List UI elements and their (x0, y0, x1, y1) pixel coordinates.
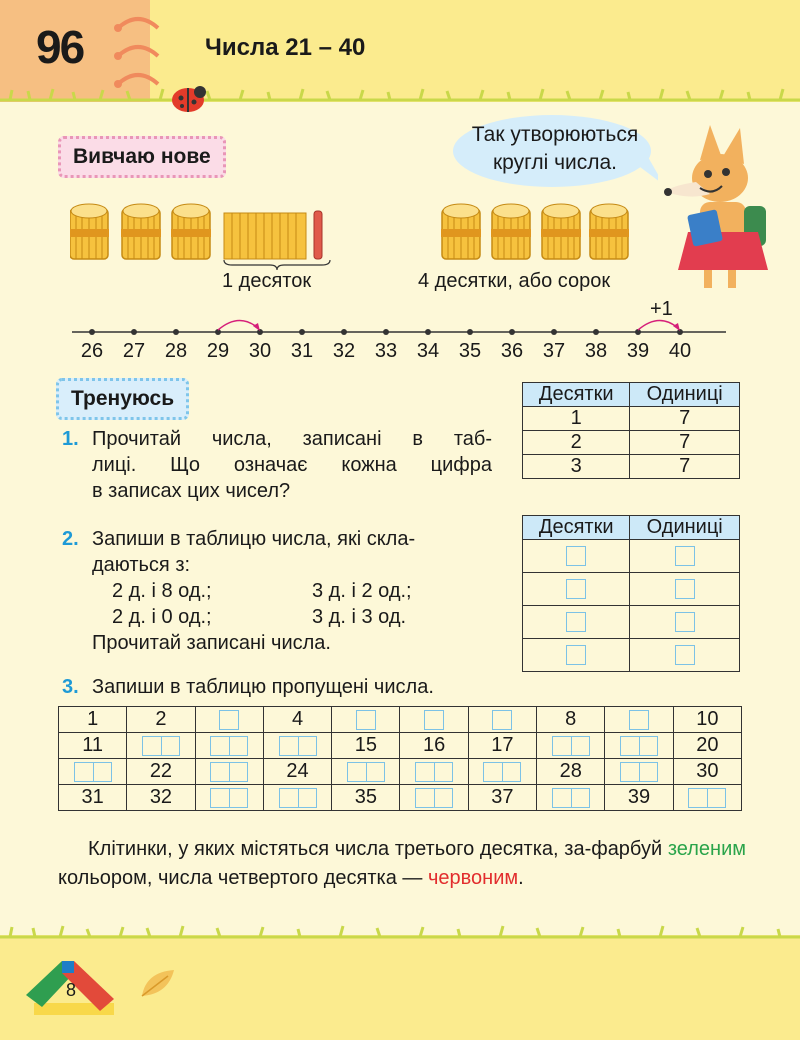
lesson-title: Числа 21 – 40 (205, 34, 366, 61)
answer-cell[interactable] (523, 540, 630, 573)
grid-answer-cell[interactable] (400, 707, 468, 733)
answer-box[interactable] (552, 736, 590, 756)
grid-answer-cell[interactable] (127, 733, 195, 759)
grid-cell: 4 (263, 707, 331, 733)
task-2-item: 2 д. і 0 од.; (112, 606, 212, 628)
answer-box[interactable] (552, 788, 590, 808)
section-train-badge: Тренуюсь (56, 378, 189, 420)
number-line-label: 33 (374, 340, 398, 362)
speech-bubble-text (452, 121, 658, 177)
task-2-line: Запиши в таблицю числа, які скла- (92, 528, 416, 550)
answer-box[interactable] (688, 788, 726, 808)
grid-cell: 20 (673, 733, 741, 759)
table-cell: 1 (523, 407, 630, 431)
bubble-line-2: круглі числа. (492, 151, 618, 174)
grid-cell: 2 (127, 707, 195, 733)
grid-cell: 31 (59, 785, 127, 811)
leaf-icon (138, 966, 178, 1002)
answer-box[interactable] (347, 762, 385, 782)
grid-answer-cell[interactable] (332, 707, 400, 733)
grid-answer-cell[interactable] (605, 759, 673, 785)
red-word: червоним (427, 867, 519, 889)
grid-row (59, 707, 742, 733)
table-cell: 7 (630, 431, 740, 455)
grid-cell: 11 (59, 733, 127, 759)
grid-row (59, 733, 742, 759)
grid-cell: 30 (673, 759, 741, 785)
grid-cell: 17 (468, 733, 536, 759)
grid-answer-cell[interactable] (195, 785, 263, 811)
number-line-label: 35 (458, 340, 482, 362)
answer-box[interactable] (219, 710, 239, 730)
answer-box[interactable] (356, 710, 376, 730)
grass-divider-top (0, 88, 800, 112)
tens-ones-table-2 (522, 515, 740, 672)
grid-answer-cell[interactable] (537, 733, 605, 759)
number-line-label: 40 (668, 340, 692, 362)
task-1-text (92, 426, 492, 504)
answer-box[interactable] (483, 762, 521, 782)
task-2-line: Прочитай записані числа. (92, 632, 331, 654)
answer-box[interactable] (415, 788, 453, 808)
coloring-instructions (58, 835, 746, 893)
table-header: Одиниці (630, 516, 740, 540)
grid-cell: 10 (673, 707, 741, 733)
grid-cell: 22 (127, 759, 195, 785)
answer-box[interactable] (415, 762, 453, 782)
task-2-item: 3 д. і 3 од. (312, 606, 407, 628)
answer-cell[interactable] (523, 573, 630, 606)
task-2-line: даються з: (92, 554, 191, 576)
number-line-label: 38 (584, 340, 608, 362)
grid-row (59, 759, 742, 785)
answer-cell[interactable] (523, 639, 630, 672)
instruction-text: кольором, числа четвертого десятка — (58, 867, 428, 889)
answer-box[interactable] (424, 710, 444, 730)
grid-answer-cell[interactable] (263, 785, 331, 811)
number-line-label: 34 (416, 340, 440, 362)
grid-cell: 37 (468, 785, 536, 811)
task-3-number: 3. (62, 676, 79, 698)
answer-box[interactable] (620, 736, 658, 756)
task-2-text (92, 526, 492, 656)
grid-answer-cell[interactable] (537, 785, 605, 811)
answer-box[interactable] (142, 736, 180, 756)
table-header: Десятки (523, 516, 630, 540)
number-line-label: 39 (626, 340, 650, 362)
task-2-item: 3 д. і 2 од.; (312, 580, 412, 602)
grid-answer-cell[interactable] (263, 733, 331, 759)
grid-cell: 35 (332, 785, 400, 811)
table-cell: 2 (523, 431, 630, 455)
lesson-number: 96 (36, 21, 84, 73)
grass-divider-bottom (0, 925, 800, 949)
tens-ones-table-1 (522, 382, 740, 479)
ring-binder-icon (108, 8, 168, 96)
task-1-line: лиці. Що означає кожна цифра (92, 454, 492, 476)
four-tens-label: 4 десятки, або сорок (418, 270, 611, 292)
grid-answer-cell[interactable] (468, 759, 536, 785)
one-ten-label: 1 десяток (222, 270, 312, 292)
task-2-item: 2 д. і 8 од.; (112, 580, 212, 602)
grid-answer-cell[interactable] (59, 759, 127, 785)
answer-box[interactable] (279, 788, 317, 808)
table-header: Десятки (523, 383, 630, 407)
number-grid-table (58, 706, 742, 811)
grid-answer-cell[interactable] (195, 759, 263, 785)
instruction-text: Клітинки, у яких містяться числа третього десятка, за-фарбуй (88, 838, 668, 860)
table-cell: 3 (523, 455, 630, 479)
answer-box[interactable] (210, 736, 248, 756)
grid-cell: 15 (332, 733, 400, 759)
grid-cell: 32 (127, 785, 195, 811)
grid-answer-cell[interactable] (195, 707, 263, 733)
grid-answer-cell[interactable] (400, 759, 468, 785)
grid-cell: 39 (605, 785, 673, 811)
grid-cell: 1 (59, 707, 127, 733)
grid-answer-cell[interactable] (332, 759, 400, 785)
number-line-label: 31 (290, 340, 314, 362)
answer-box[interactable] (492, 710, 512, 730)
task-1-line: Прочитай числа, записані в таб- (92, 428, 492, 450)
answer-box[interactable] (279, 736, 317, 756)
ladybug-icon (166, 80, 210, 114)
number-line-label: 28 (164, 340, 188, 362)
task-1-number: 1. (62, 428, 79, 450)
counting-sticks-illustration (70, 203, 640, 265)
number-line-label: 37 (542, 340, 566, 362)
footer-band (0, 935, 800, 1040)
number-line-label: 26 (80, 340, 104, 362)
green-word: зеленим (667, 838, 746, 860)
answer-box[interactable] (629, 710, 649, 730)
number-line-label: 29 (206, 340, 230, 362)
task-1-line: в записах цих чисел? (92, 480, 291, 502)
answer-box[interactable] (74, 762, 112, 782)
grid-answer-cell[interactable] (195, 733, 263, 759)
task-2-number: 2. (62, 528, 79, 550)
instruction-text: . (518, 867, 524, 889)
grid-row (59, 785, 742, 811)
fox-character-illustration (660, 120, 780, 290)
answer-cell[interactable] (630, 606, 740, 639)
section-new-badge: Вивчаю нове (58, 136, 226, 178)
bubble-line-1: Так утворюються (471, 123, 639, 146)
answer-box[interactable] (210, 788, 248, 808)
grid-answer-cell[interactable] (468, 707, 536, 733)
grid-cell: 28 (537, 759, 605, 785)
page-number: 8 (65, 980, 76, 1000)
answer-cell[interactable] (630, 540, 740, 573)
grid-answer-cell[interactable] (400, 785, 468, 811)
answer-cell[interactable] (630, 639, 740, 672)
answer-cell[interactable] (523, 606, 630, 639)
number-line-label: 36 (500, 340, 524, 362)
grid-cell: 8 (537, 707, 605, 733)
plus-one-label: +1 (650, 298, 673, 320)
grid-cell: 16 (400, 733, 468, 759)
table-cell: 7 (630, 455, 740, 479)
number-line-label: 27 (122, 340, 146, 362)
number-line-label: 30 (248, 340, 272, 362)
table-cell: 7 (630, 407, 740, 431)
grid-answer-cell[interactable] (605, 733, 673, 759)
grid-cell: 24 (263, 759, 331, 785)
grid-answer-cell[interactable] (673, 785, 741, 811)
number-line (70, 310, 730, 340)
task-3-text: Запиши в таблицю пропущені числа. (92, 676, 434, 698)
number-line-label: 32 (332, 340, 356, 362)
table-header: Одиниці (630, 383, 740, 407)
grid-answer-cell[interactable] (605, 707, 673, 733)
answer-cell[interactable] (630, 573, 740, 606)
answer-box[interactable] (210, 762, 248, 782)
answer-box[interactable] (620, 762, 658, 782)
